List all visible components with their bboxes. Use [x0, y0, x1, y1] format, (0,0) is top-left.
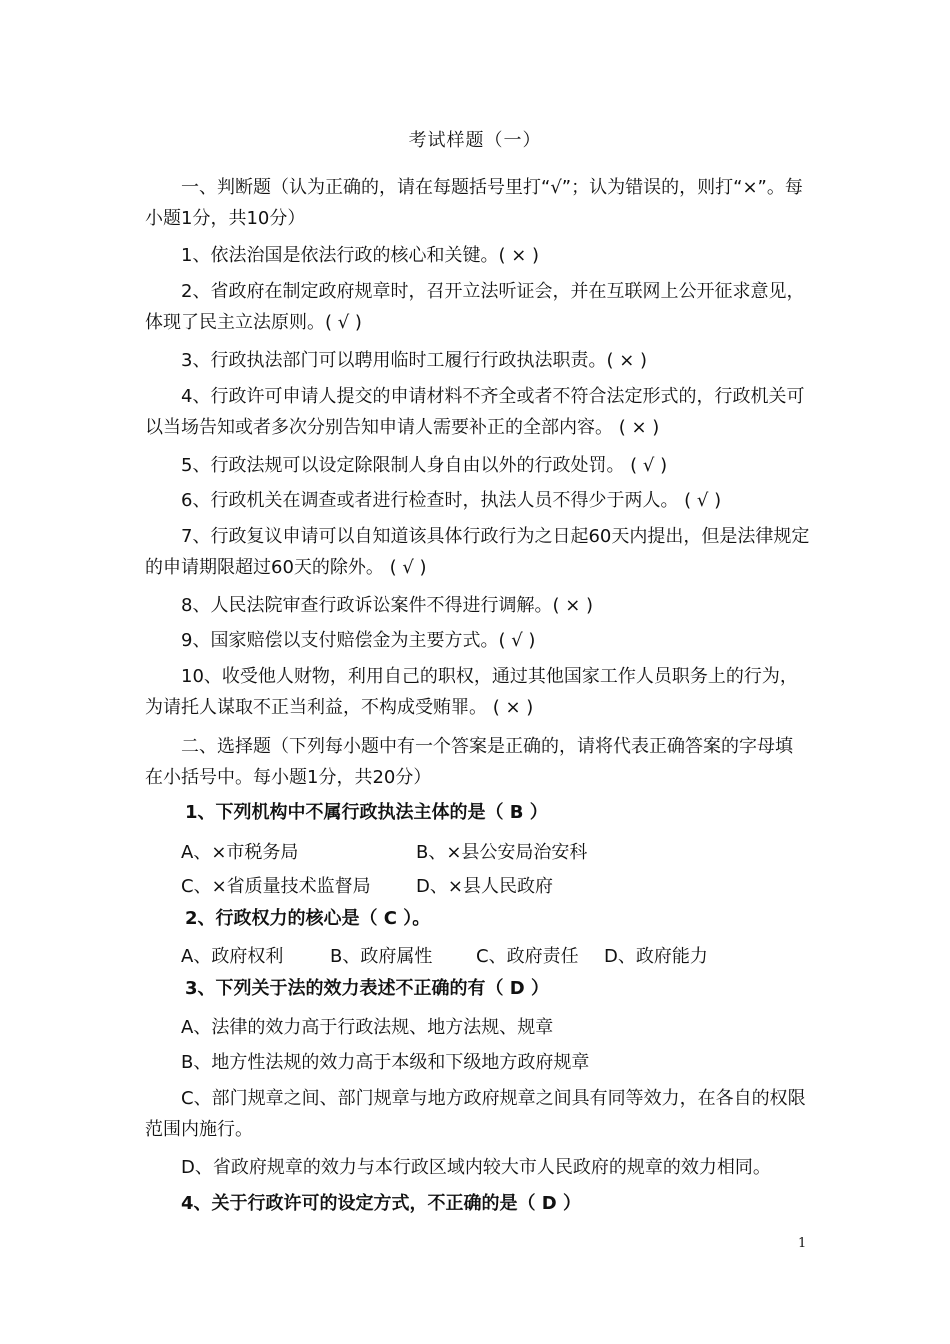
question-1-stem: 1、下列机构中不属行政执法主体的是（ B ） — [185, 802, 548, 823]
judgment-item-4: 4、行政许可申请人提交的申请材料不齐全或者不符合法定形式的，行政机关可以当场告知或者多次分别告知申请人需要补正的全部内容。 ( × ) — [145, 386, 805, 438]
question-2-option-d: D、政府能力 — [604, 946, 708, 967]
judgment-item-8: 8、人民法院审查行政诉讼案件不得进行调解。( × ) — [181, 595, 594, 616]
question-4-stem: 4、关于行政许可的设定方式，不正确的是（ D ） — [181, 1193, 581, 1214]
page-title: 考试样题（一） — [408, 130, 542, 151]
section-1-heading: 一、判断题（认为正确的，请在每题括号里打“√”；认为错误的，则打“×”。每小题1分，共10分） — [145, 177, 803, 229]
question-3-option-a: A、法律的效力高于行政法规、地方法规、规章 — [181, 1017, 554, 1038]
judgment-item-9: 9、国家赔偿以支付赔偿金为主要方式。( √ ) — [181, 630, 536, 651]
question-3-option-d: D、省政府规章的效力与本行政区域内较大市人民政府的规章的效力相同。 — [181, 1157, 771, 1178]
question-1-option-a: A、×市税务局 — [181, 842, 299, 863]
question-1-option-c: C、×省质量技术监督局 — [181, 876, 371, 897]
question-3-option-c: C、部门规章之间、部门规章与地方政府规章之间具有同等效力，在各自的权限范围内施行。 — [145, 1088, 806, 1140]
judgment-item-6: 6、行政机关在调查或者进行检查时，执法人员不得少于两人。 ( √ ) — [181, 490, 722, 511]
judgment-item-2: 2、省政府在制定政府规章时，召开立法听证会，并在互联网上公开征求意见，体现了民主立法原则。( √ ) — [145, 281, 805, 333]
question-2-option-c: C、政府责任 — [476, 946, 579, 967]
question-1-option-d: D、×县人民政府 — [416, 876, 553, 897]
judgment-item-1: 1、依法治国是依法行政的核心和关键。( × ) — [181, 245, 540, 266]
question-1-option-b: B、×县公安局治安科 — [416, 842, 588, 863]
question-2-stem: 2、行政权力的核心是（ C ）。 — [185, 908, 431, 929]
page-number: 1 — [798, 1236, 807, 1251]
judgment-item-5: 5、行政法规可以设定除限制人身自由以外的行政处罚。 ( √ ) — [181, 455, 668, 476]
judgment-item-7: 7、行政复议申请可以自知道该具体行政行为之日起60天内提出，但是法律规定的申请期限超过60天的除外。 ( √ ) — [145, 526, 810, 578]
judgment-item-3: 3、行政执法部门可以聘用临时工履行行政执法职责。( × ) — [181, 350, 648, 371]
judgment-item-10: 10、收受他人财物，利用自己的职权，通过其他国家工作人员职务上的行为，为请托人谋取不正当利益，不构成受贿罪。 ( × ) — [145, 666, 798, 718]
section-2-heading: 二、选择题（下列每小题中有一个答案是正确的，请将代表正确答案的字母填在小括号中。每小题1分，共20分） — [145, 736, 793, 788]
question-3-option-b: B、地方性法规的效力高于本级和下级地方政府规章 — [181, 1052, 590, 1073]
question-2-option-a: A、政府权利 — [181, 946, 284, 967]
question-2-option-b: B、政府属性 — [330, 946, 433, 967]
question-3-stem: 3、下列关于法的效力表述不正确的有（ D ） — [185, 978, 549, 999]
